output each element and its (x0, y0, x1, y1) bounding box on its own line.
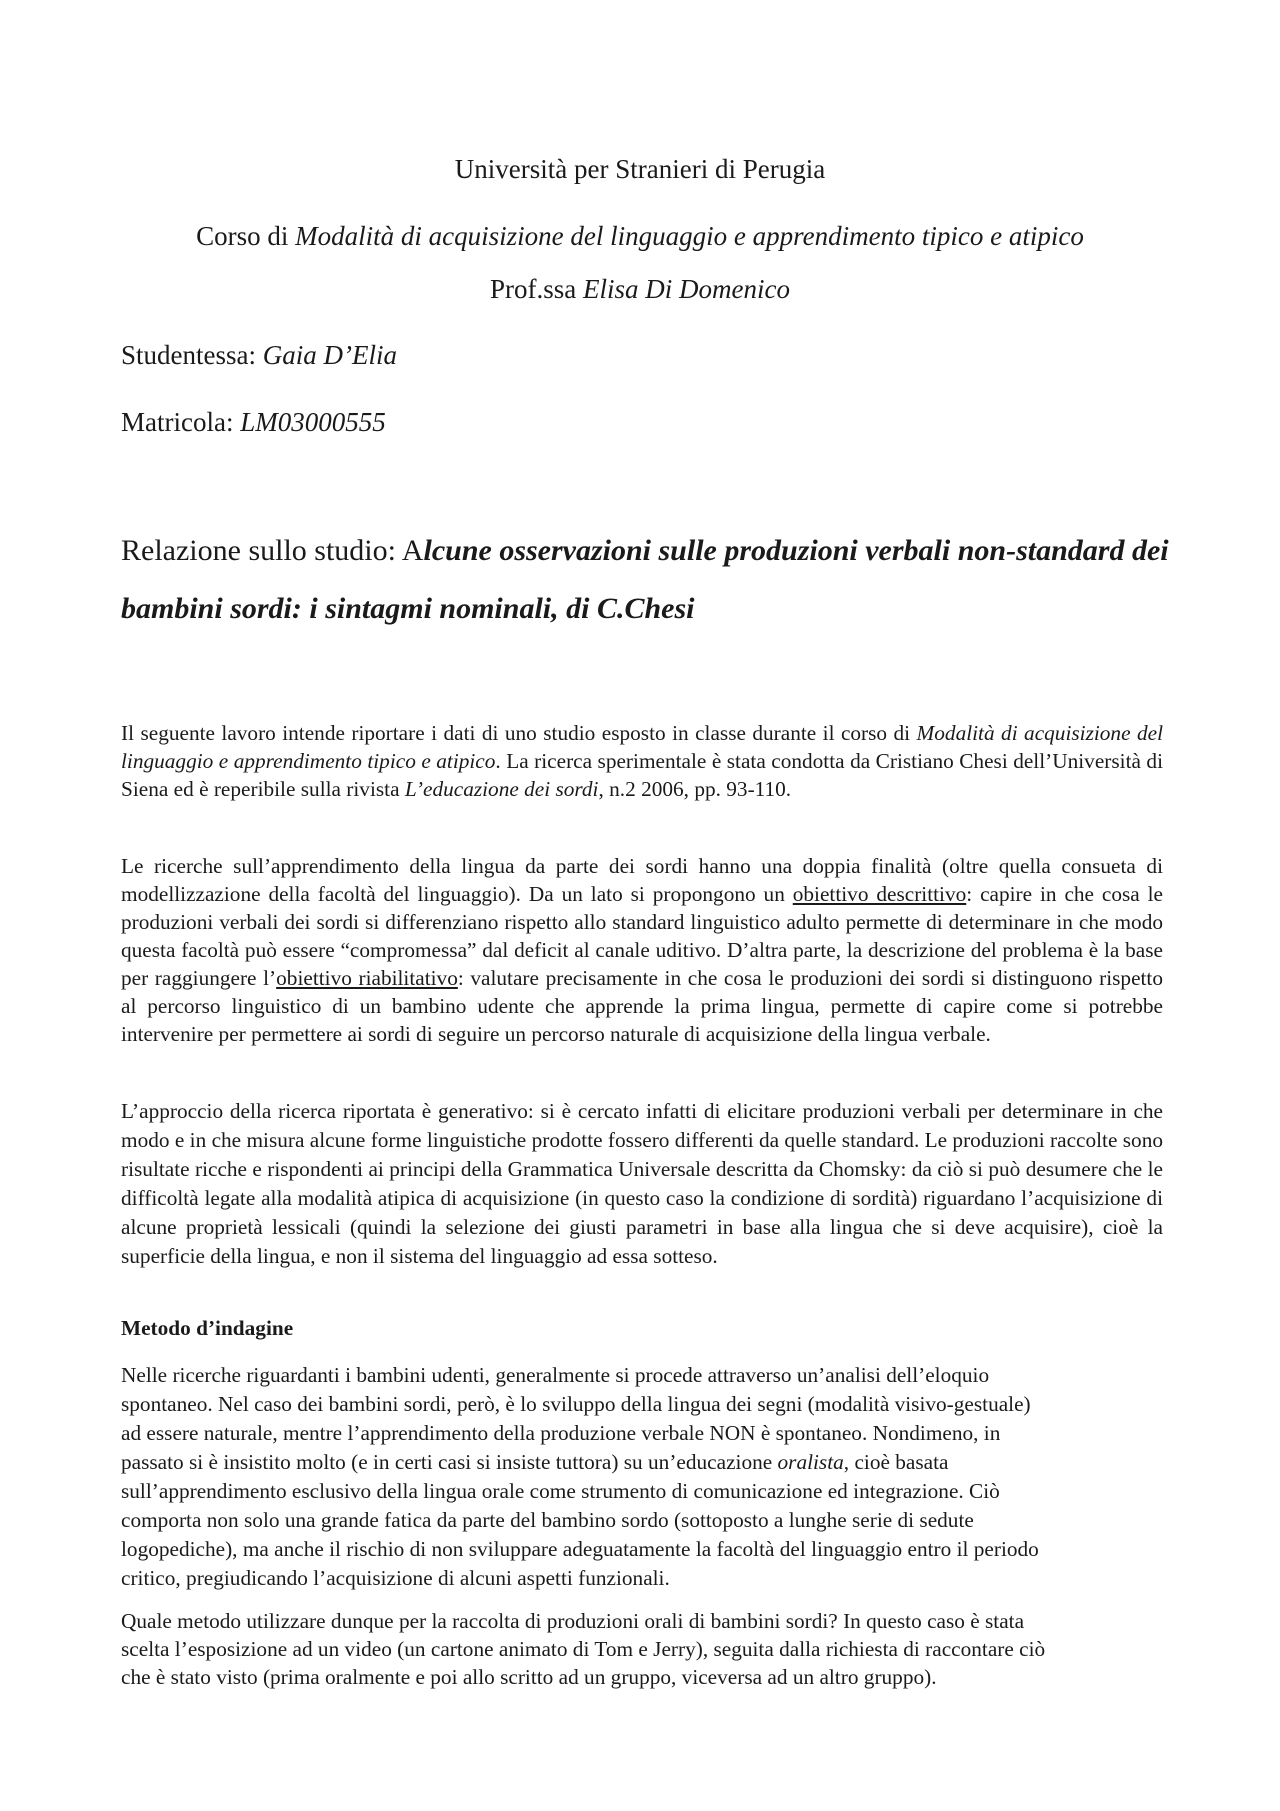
student-line (121, 338, 397, 372)
student-label: Studentessa: (121, 340, 263, 370)
matricola-value: LM03000555 (240, 407, 386, 437)
report-title-prefix: Relazione sullo studio: A (121, 534, 424, 567)
paragraph-approach: L’approccio della ricerca riportata è generativo: si è cercato infatti di elicitare produzioni verbali per determinare in che modo e in che misura alcune forme linguistiche prodotte fossero differenti da quelle standard. Le produzioni raccolte sono risultate ricche e rispondenti ai principi della Grammatica Universale descritta da Chomsky: da ciò si può desumere che le difficoltà legate alla modalità atipica di acquisizione (in questo caso la condizione di sordità) riguardano l’acquisizione di alcune proprietà lessicali (quindi la selezione dei giusti parametri in base alla lingua che si deve acquisire), cioè la superficie della lingua, e non il sistema del linguaggio ad essa sotteso. (121, 1099, 1163, 1268)
section-heading: Metodo d’indagine (121, 1316, 294, 1340)
paragraph-goals: Le ricerche sull’apprendimento della lingua da parte dei sordi hanno una doppia finalità (oltre quella consueta di modellizzazione della facoltà del linguaggio). Da un lato si propongono un obiettivo descrittivo: capire in che cosa le produzioni verbali dei sordi si differenziano rispetto allo standard linguistico adulto permette di determinare in che modo questa facoltà può essere “compromessa” dal deficit al canale uditivo. D’altra parte, la descrizione del problema è la base per raggiungere l’obiettivo riabilitativo: valutare precisamente in che cosa le produzioni dei sordi si distinguono rispetto al percorso linguistico di un bambino udente che apprende la prima lingua, permette di capire come si potrebbe intervenire per permettere ai sordi di seguire un percorso naturale di acquisizione della lingua verbale. (121, 854, 1164, 1046)
course-name: Modalità di acquisizione del linguaggio e apprendimento tipico e atipico (295, 221, 1084, 251)
university-name: Università per Stranieri di Perugia (454, 154, 826, 184)
matricola-label: Matricola: (121, 407, 241, 437)
course-line (0, 219, 1280, 253)
report-title-bold: lcune osservazioni sulle produzioni verbali non-standard dei bambini sordi: i sintagmi nominali, di C.Chesi (121, 534, 1169, 625)
rehabilitation-goal: obiettivo riabilitativo (276, 966, 458, 990)
student-name: Gaia D’Elia (262, 340, 397, 370)
prof-prefix: Prof.ssa (490, 274, 583, 304)
matricola-line (121, 405, 386, 439)
paragraph-video: Quale metodo utilizzare dunque per la raccolta di produzioni orali di bambini sordi? In questo caso è stata scelta l’esposizione ad un video (un cartone animato di Tom e Jerry), seguita dalla richiesta di raccontare ciò che è stato visto (prima oralmente e poi allo scritto ad un gruppo, viceversa ad un altro gruppo). (121, 1609, 1046, 1689)
professor-line (0, 272, 1280, 306)
paragraph-method: Nelle ricerche riguardanti i bambini udenti, generalmente si procede attraverso un’analisi dell’eloquio spontaneo. Nel caso dei bambini sordi, però, è lo sviluppo della lingua dei segni (modalità visivo-gestuale) ad essere naturale, mentre l’apprendimento della produzione verbale NON è spontaneo. Nondimeno, in passato si è insistito molto (e in certi casi si insiste tuttora) su un’educazione oralista, cioè basata sull’apprendimento esclusivo della lingua orale come strumento di comunicazione ed integrazione. Ciò comporta non solo una grande fatica da parte del bambino sordo (sottoposto a lunghe serie di sedute logopediche), ma anche il rischio di non sviluppare adeguatamente la facoltà del linguaggio entro il periodo critico, pregiudicando l’acquisizione di alcuni aspetti funzionali. (121, 1363, 1039, 1590)
prof-name: Elisa Di Domenico (583, 274, 790, 304)
report-title (121, 522, 1171, 638)
descriptive-goal: obiettivo descrittivo (792, 882, 967, 906)
paragraph-intro: Il seguente lavoro intende riportare i dati di uno studio esposto in classe durante il corso di Modalità di acquisizione del linguaggio e apprendimento tipico e atipico. La ricerca sperimentale è stata condotta da Cristiano Chesi dell’Università di Siena ed è reperibile sulla rivista L’educazione dei sordi, n.2 2006, pp. 93-110. (121, 721, 1163, 801)
course-prefix: Corso di (196, 221, 296, 251)
